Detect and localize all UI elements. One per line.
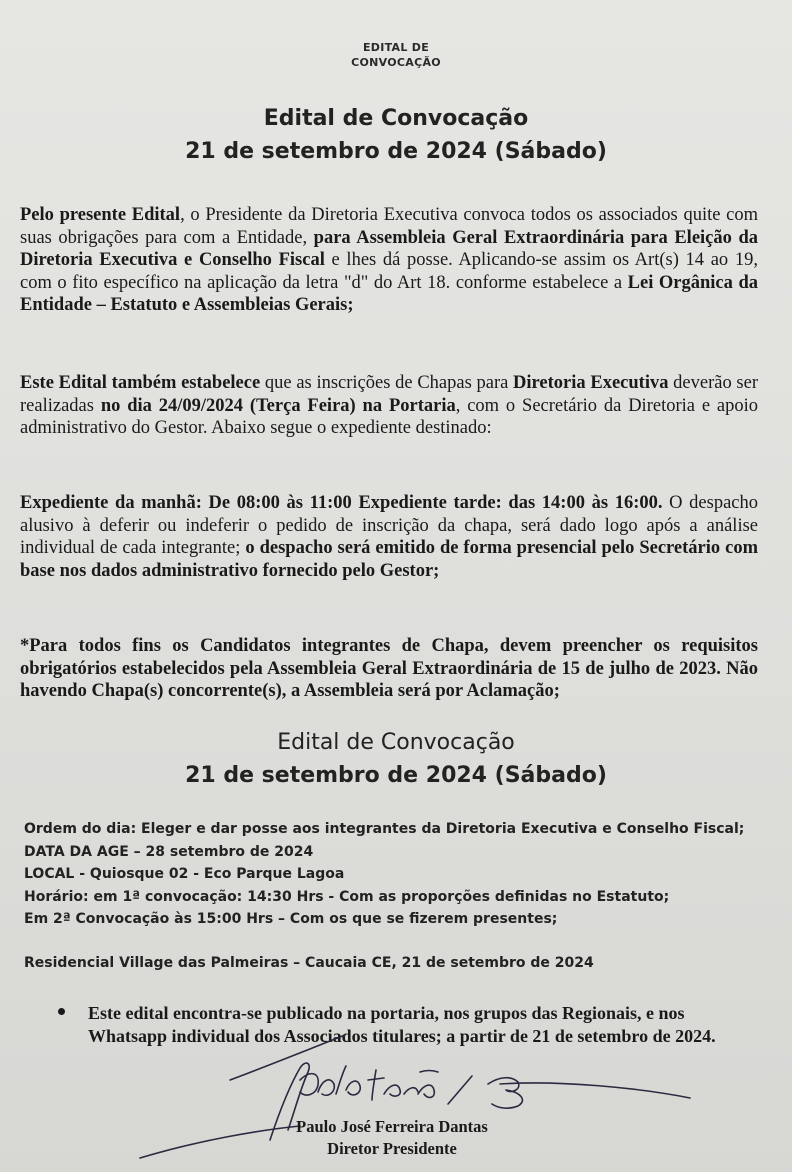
p1-text-1: , o Presidente da Diretoria Executiva convoca todos os associados quite com suas obrigações para com a Entidade, (20, 205, 758, 248)
header-line-2: CONVOCAÇÃO (351, 56, 441, 69)
p2-bold-2: Diretoria Executiva (513, 373, 669, 393)
title-top-line-1: Edital de Convocação (263, 106, 529, 131)
signatory-role (0, 1139, 792, 1159)
p3-bold-1: Expediente da manhã: De 08:00 às 11:00 Expediente tarde: das 14:00 às 16:00. (20, 493, 663, 513)
p2-bold-3: no dia 24/09/2024 (Terça Feira) na Portaria (100, 395, 456, 416)
p1-text-2: e lhes dá posse. Aplicando-se assim os Art(s) 14 ao 19, com o fito específico na aplicação da letra "d" do Art 18. conforme estabelece a (20, 250, 758, 293)
place-date: Residencial Village das Palmeiras – Caucaia CE, 21 de setembro de 2024 (24, 955, 594, 971)
p3-text-1: O despacho alusivo à deferir ou indeferir o pedido de inscrição da chapa, será dado logo após a análise individual de cada integrante; (20, 493, 758, 558)
signatory-role-text: Diretor Presidente (327, 1139, 457, 1158)
p2-text-1: que as inscrições de Chapas para (260, 373, 514, 393)
p2-text-2: deverão ser realizadas (20, 373, 759, 416)
agenda-line-2: DATA DA AGE – 28 setembro de 2024 (24, 843, 314, 860)
header-line-1: EDITAL DE (362, 41, 430, 54)
title-bottom-line-2: 21 de setembro de 2024 (Sábado) (185, 763, 607, 788)
title-bottom-line-1: Edital de Convocação (277, 730, 515, 755)
signatory-name-text: Paulo José Ferreira Dantas (296, 1117, 488, 1136)
publication-note-text: Este edital encontra-se publicado na portaria, nos grupos das Regionais, e nos Whatsapp individual dos Associados titulares; a partir de 21 de setembro de 2024. (88, 1003, 716, 1046)
p1-bold-1: Pelo presente Edital (20, 205, 181, 225)
p1-bold-2: para Assembleia Geral Extraordinária para Eleição da Diretoria Executiva e Conselho Fiscal (20, 227, 758, 270)
agenda-line-5: Em 2ª Convocação às 15:00 Hrs – Com os que se fizerem presentes; (24, 911, 558, 927)
agenda-line-3: LOCAL - Quiosque 02 - Eco Parque Lagoa (24, 866, 345, 882)
title-top-line-2: 21 de setembro de 2024 (Sábado) (185, 139, 607, 164)
p2-bold-1: Este Edital também estabelece (20, 373, 261, 393)
p1-bold-3: Lei Orgânica da Entidade – Estatuto e Assembleias Gerais; (20, 272, 758, 315)
agenda-line-4: Horário: em 1ª convocação: 14:30 Hrs - Com as proporções definidas no Estatuto; (24, 888, 670, 905)
p2-text-3: , com o Secretário da Diretoria e apoio administrativo do Gestor. Abaixo segue o expediente destinado: (20, 395, 758, 438)
signatory-name (0, 1117, 792, 1137)
p3-bold-2: o despacho será emitido de forma presencial pelo Secretário com base nos dados administrativo fornecido pelo Gestor; (20, 538, 758, 581)
paragraph-requirements: *Para todos fins os Candidatos integrantes de Chapa, devem preencher os requisitos obrigatórios estabelecidos pela Assembleia Geral Extraordinária de 15 de julho de 2023. Não havendo Chapa(s) concorrente(s), a Assembleia será por Aclamação; (20, 636, 758, 701)
agenda-line-1: Ordem do dia: Eleger e dar posse aos integrantes da Diretoria Executiva e Conselho Fiscal; (24, 821, 745, 837)
